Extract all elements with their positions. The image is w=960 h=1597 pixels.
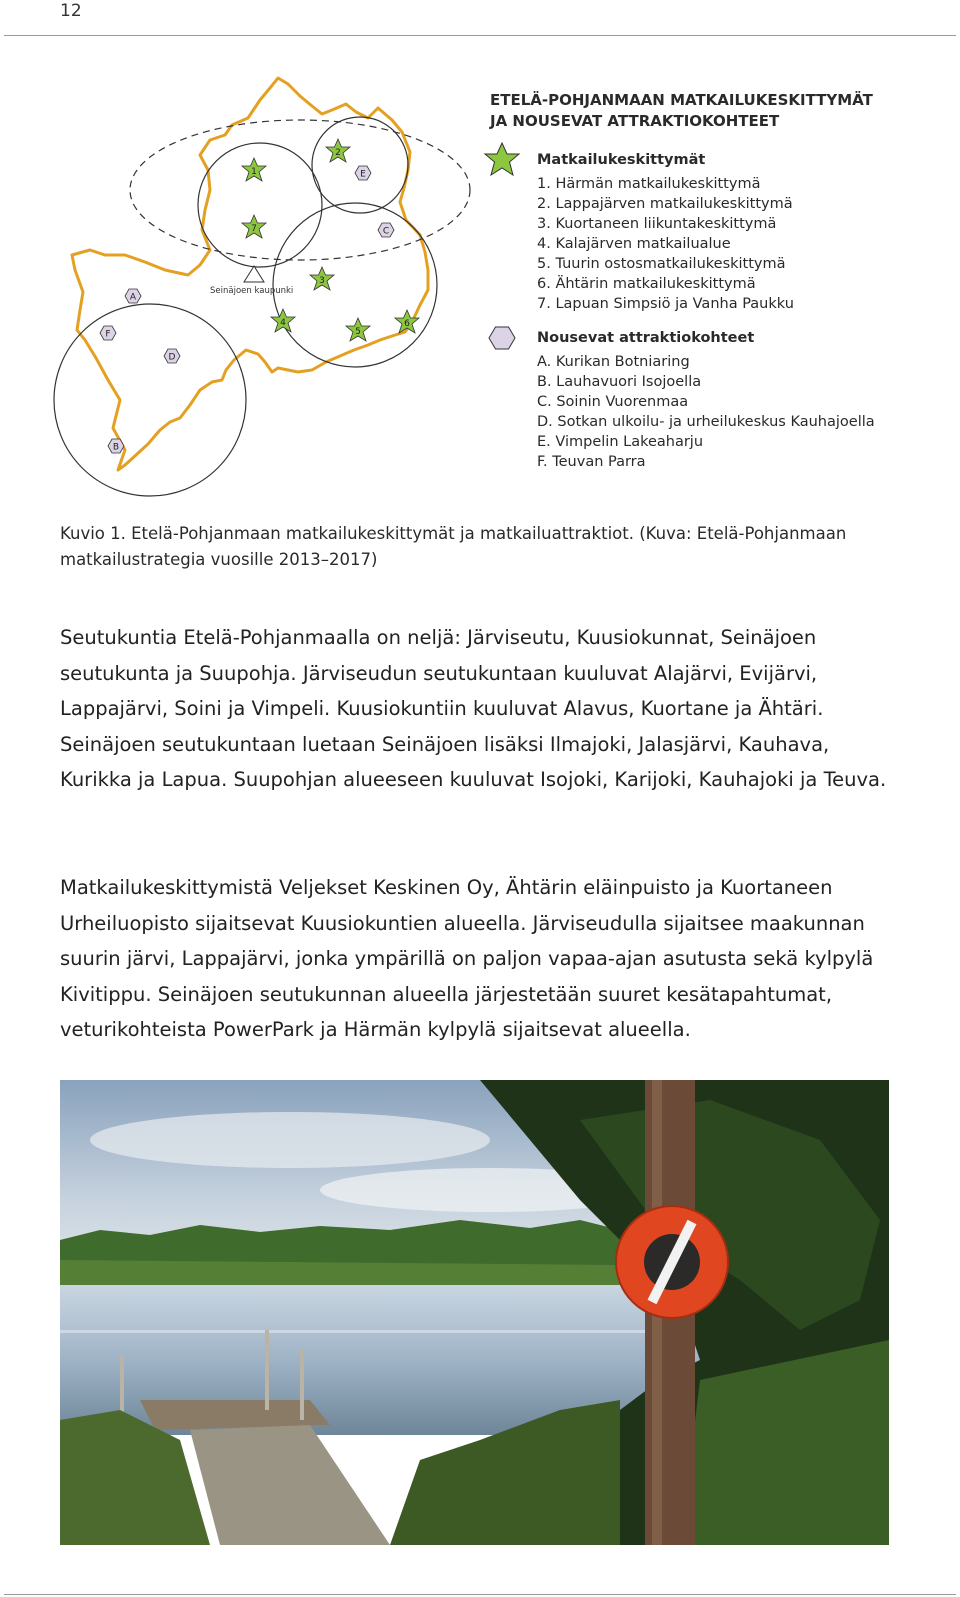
star-marker-2	[326, 139, 350, 162]
hex-marker-c	[378, 223, 394, 237]
hex-marker-d	[164, 349, 180, 363]
body-paragraph: Matkailukeskittymistä Veljekset Keskinen Oy, Ähtärin eläinpuisto ja Kuortaneen Urheiluopisto sijaitsevat Kuusiokuntien alueella. Järviseudulla sijaitsee maakunnan suurin järvi, Lappajärvi, jonka ympärillä on paljon vapaa-ajan asutusta sekä kylpylä Kivitippu. Seinäjoen seutukunnan alueella järjestetään suuret kesätapahtumat, veturikohteista PowerPark ja Härmän kylpylä sijaitsevat alueella.	[60, 876, 874, 1041]
legend-section-stars	[490, 150, 920, 314]
figure-caption: Kuvio 1. Etelä-Pohjanmaan matkailukeskittymät ja matkailuattraktiot. (Kuva: Etelä-Pohjanmaan matkailustrategia vuosille 2013–2017)	[60, 524, 847, 569]
legend-stars-list	[537, 174, 920, 314]
dashed-ellipse	[130, 120, 470, 260]
legend-item: E. Vimpelin Lakeaharju	[537, 434, 704, 450]
city-marker-icon	[244, 266, 264, 282]
svg-text:C: C	[382, 226, 390, 237]
svg-text:2: 2	[335, 148, 341, 158]
legend-item: F. Teuvan Parra	[537, 454, 646, 470]
hex-marker-b	[108, 439, 124, 453]
svg-text:4: 4	[280, 318, 286, 328]
map-legend	[490, 90, 920, 472]
svg-text:B: B	[112, 442, 120, 453]
region-map	[50, 70, 490, 500]
svg-text:1: 1	[251, 167, 257, 177]
city-label: Seinäjoen kaupunki	[210, 286, 294, 296]
star-icon	[482, 140, 522, 180]
hex-marker-a	[125, 289, 141, 303]
svg-text:A: A	[129, 292, 137, 303]
lake-photo	[60, 1080, 889, 1545]
star-marker-1	[242, 158, 266, 181]
svg-text:3: 3	[319, 276, 325, 286]
legend-hex-list	[537, 352, 920, 472]
footer-divider	[4, 1594, 956, 1595]
legend-section-hexagons	[490, 328, 920, 472]
star-marker-5	[346, 318, 370, 341]
body-paragraph: Seutukuntia Etelä-Pohjanmaalla on neljä: Järviseutu, Kuusiokunnat, Seinäjoen seutukunta ja Suupohja. Järviseudun seutukuntaan kuuluvat Alajärvi, Evijärvi, Lappajärvi, Soini ja Vimpeli. Kuusiokuntiin kuuluvat Alavus, Kuortane ja Ähtäri. Seinäjoen seutukuntaan luetaan Seinäjoen lisäksi Ilmajoki, Jalasjärvi, Kauhava, Kurikka ja Lapua. Suupohjan alueeseen kuuluvat Isojoki, Karijoki, Kauhajoki ja Teuva.	[60, 626, 887, 791]
legend-item: 7. Lapuan Simpsiö ja Vanha Paukku	[537, 296, 794, 312]
header-divider	[4, 35, 956, 36]
star-marker-3	[310, 267, 334, 290]
legend-item: 1. Härmän matkailukeskittymä	[537, 176, 761, 192]
legend-item: 4. Kalajärven matkailualue	[537, 236, 731, 252]
star-marker-7	[242, 215, 266, 238]
lake-photo-illustration	[60, 1080, 889, 1545]
legend-item: D. Sotkan ulkoilu- ja urheilukeskus Kauhajoella	[537, 414, 875, 430]
lifebuoy-icon	[616, 1206, 728, 1318]
svg-text:F: F	[105, 329, 111, 340]
zone-circle-4	[54, 304, 246, 496]
legend-item: C. Soinin Vuorenmaa	[537, 394, 689, 410]
hex-marker-e	[355, 166, 371, 180]
hexagon-icon	[482, 318, 522, 358]
legend-hex-heading: Nousevat attraktiokohteet	[537, 330, 755, 346]
svg-text:5: 5	[355, 327, 361, 337]
svg-text:7: 7	[251, 224, 257, 234]
svg-text:6: 6	[404, 319, 410, 329]
hex-marker-f	[100, 326, 116, 340]
legend-item: 2. Lappajärven matkailukeskittymä	[537, 196, 793, 212]
svg-text:E: E	[360, 169, 366, 180]
zone-circle-1	[198, 143, 322, 267]
star-marker-4	[271, 309, 295, 332]
page-number: 12	[60, 1, 82, 21]
legend-item: 5. Tuurin ostosmatkailukeskittymä	[537, 256, 786, 272]
legend-item: A. Kurikan Botniaring	[537, 354, 690, 370]
svg-text:D: D	[168, 352, 176, 363]
zone-circle-2	[312, 117, 408, 213]
legend-item: 6. Ähtärin matkailukeskittymä	[537, 276, 756, 292]
legend-title: ETELÄ-POHJANMAAN MATKAILUKESKITTYMÄT JA NOUSEVAT ATTRAKTIOKOHTEET	[490, 91, 873, 130]
legend-item: 3. Kuortaneen liikuntakeskittymä	[537, 216, 777, 232]
region-map-svg	[50, 70, 490, 500]
legend-item: B. Lauhavuori Isojoella	[537, 374, 702, 390]
legend-stars-heading: Matkailukeskittymät	[537, 152, 706, 168]
